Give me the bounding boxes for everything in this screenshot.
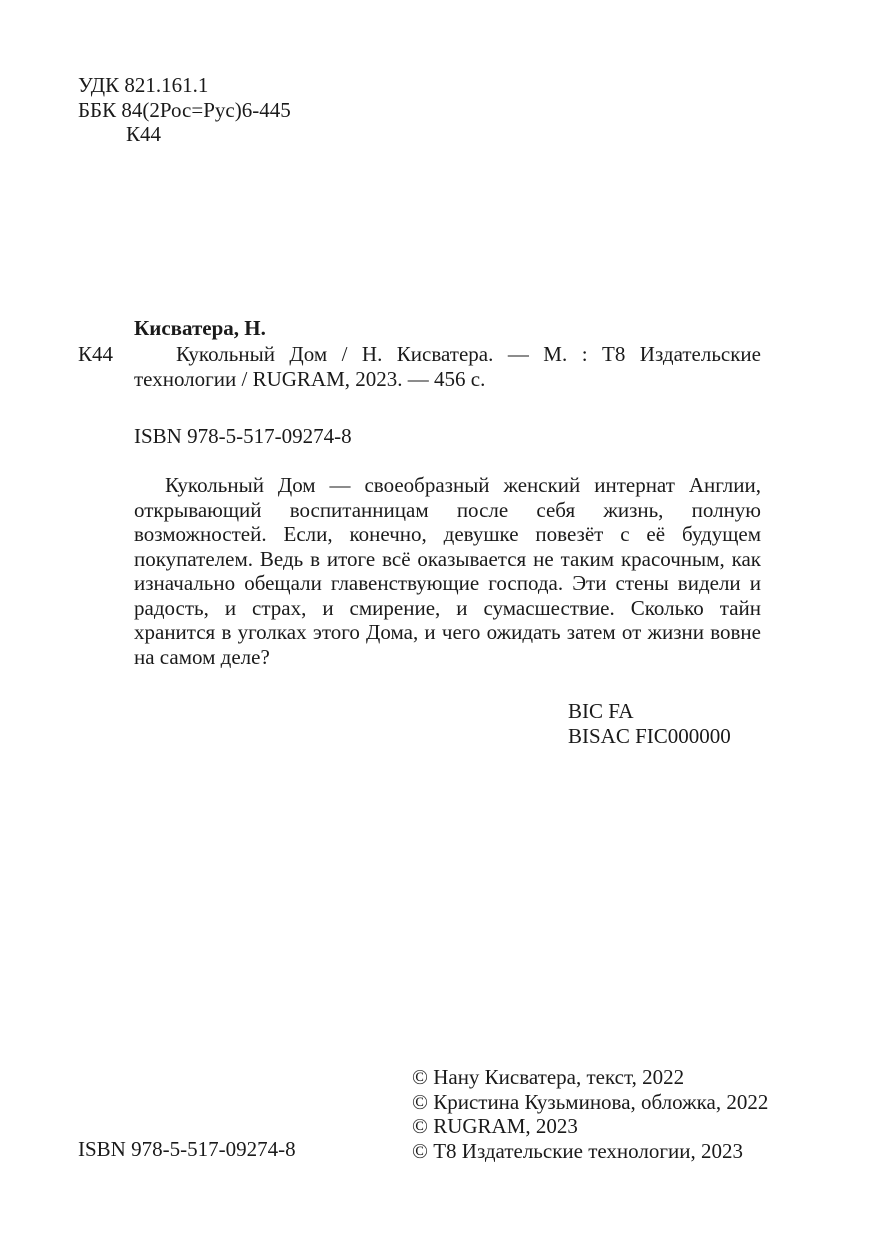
copyright-block <box>412 1065 768 1163</box>
reference-author-sign: К44 <box>78 342 114 366</box>
udk-code: УДК 821.161.1 <box>78 73 209 97</box>
author-heading: Кисватера, Н. <box>134 316 266 340</box>
copyright-line: © Нану Кисватера, текст, 2022 <box>412 1065 685 1089</box>
bic-code: BIC FA <box>568 699 634 723</box>
isbn-bottom: ISBN 978-5-517-09274-8 <box>78 1137 296 1161</box>
copyright-line: © Т8 Издательские технологии, 2023 <box>412 1138 743 1163</box>
copyright-line: © RUGRAM, 2023 <box>412 1114 578 1138</box>
annotation-text: Кукольный Дом — своеобразный женский интернат Англии, открывающий воспитанницам после себя жизнь, полную возможностей. Если, конечно, девушке повезёт с её будущем покупателем. Ведь в итоге всё оказывается не таким красочным, как изначально обещали главенствующие господа. Эти стены видели и радость, и страх, и смирение, и сумасшествие. Сколько тайн хранится в уголках этого Дома, и чего ожидать затем от жизни вовне на самом деле? <box>134 473 761 669</box>
copyright-line: © Кристина Кузьминова, обложка, 2022 <box>412 1089 769 1114</box>
classification-block <box>78 73 478 147</box>
bisac-code: BISAC FIC000000 <box>568 723 731 748</box>
bbk-code: ББК 84(2Рос=Рус)6-445 <box>78 97 291 122</box>
author-sign: К44 <box>126 122 162 146</box>
subject-codes <box>568 699 731 748</box>
isbn-main: ISBN 978-5-517-09274-8 <box>134 424 352 448</box>
bibliographic-reference: Кукольный Дом / Н. Кисватера. — М. : Т8 Издательские технологии / RUGRAM, 2023. — 456 с. <box>134 342 761 391</box>
